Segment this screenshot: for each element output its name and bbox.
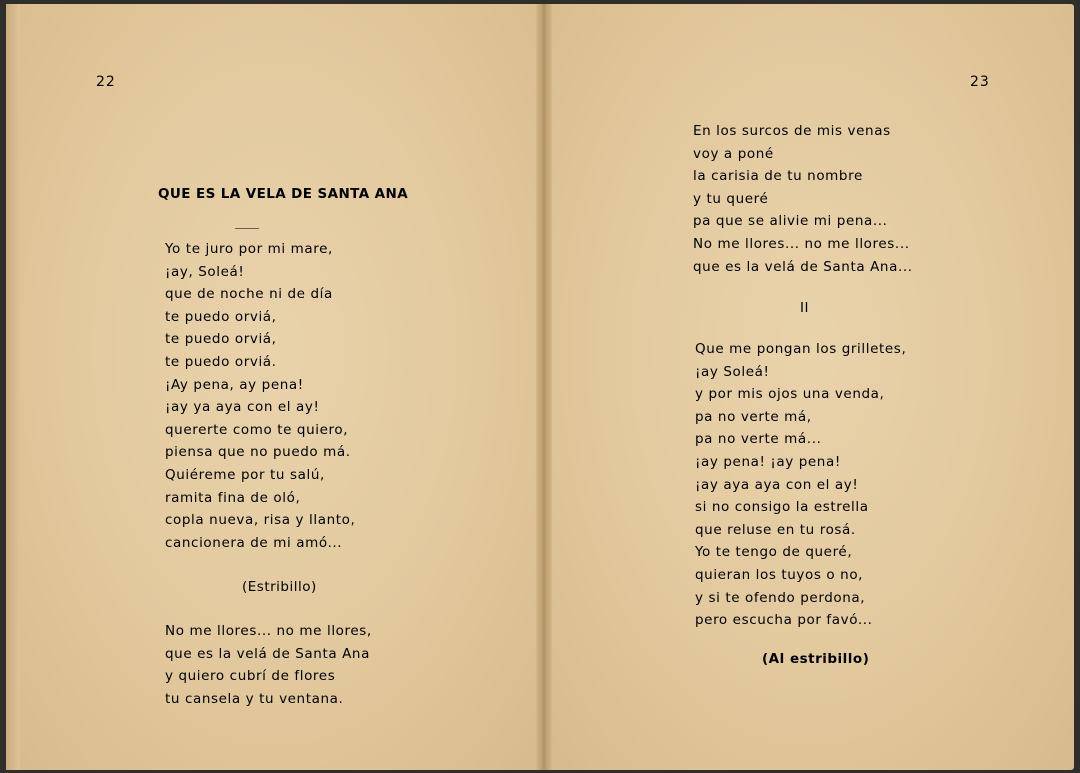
verse-line: la carisia de tu nombre: [693, 168, 863, 185]
verse-line: que de noche ni de día: [165, 286, 333, 303]
verse-line: ¡Ay pena, ay pena!: [165, 376, 304, 393]
stanza-3: [695, 338, 906, 632]
verse-line: quererte como te quiero,: [165, 421, 349, 438]
verse-line: Quiéreme por tu salú,: [165, 466, 325, 483]
poem-title: QUE ES LA VELA DE SANTA ANA: [158, 186, 409, 202]
verse-line: ¡ay Soleá!: [695, 363, 770, 380]
verse-line: No me llores... no me llores,: [165, 623, 372, 639]
verse-line: que es la velá de Santa Ana...: [693, 258, 913, 275]
verse-line: voy a poné: [693, 145, 774, 162]
verse-line: tu cansela y tu ventana.: [165, 690, 344, 707]
verse-line: cancionera de mi amó...: [165, 534, 343, 551]
verse-line: Yo te juro por mi mare,: [165, 241, 333, 257]
verse-line: pa no verte má,: [695, 408, 812, 425]
verse-line: No me llores... no me llores...: [693, 235, 910, 252]
page-number-left: 22: [96, 74, 116, 90]
verse-line: que reluse en tu rosá.: [695, 521, 856, 538]
title-divider: [235, 228, 259, 229]
verse-line: y tu queré: [693, 190, 769, 207]
verse-line: ramita fina de oló,: [165, 489, 301, 506]
verse-line: copla nueva, risa y llanto,: [165, 512, 356, 529]
verse-line: Que me pongan los grilletes,: [695, 341, 907, 357]
verse-line: y por mis ojos una venda,: [695, 386, 885, 403]
stanza-2: [693, 120, 913, 278]
refrain-label: (Estribillo): [242, 579, 317, 595]
refrain: [165, 620, 372, 710]
verse-line: ¡ay, Soleá!: [165, 263, 245, 280]
page-number-right: 23: [970, 74, 990, 90]
verse-line: Yo te tengo de queré,: [695, 544, 853, 561]
verse-line: ¡ay pena! ¡ay pena!: [695, 453, 841, 470]
verse-line: ¡ay aya aya con el ay!: [695, 476, 859, 493]
verse-line: En los surcos de mis venas: [693, 123, 891, 139]
verse-line: te puedo orviá,: [165, 308, 277, 325]
verse-line: piensa que no puedo má.: [165, 444, 351, 461]
verse-line: y si te ofendo perdona,: [695, 589, 866, 606]
book-gutter: [536, 4, 552, 770]
verse-line: ¡ay ya aya con el ay!: [165, 399, 320, 416]
verse-line: y quiero cubrí de flores: [165, 668, 336, 685]
page-edge: [6, 4, 20, 770]
verse-line: que es la velá de Santa Ana: [165, 645, 370, 662]
verse-line: pa que se alivie mi pena...: [693, 213, 888, 230]
verse-line: te puedo orviá,: [165, 331, 277, 348]
stanza-1: [165, 238, 355, 554]
verse-line: quieran los tuyos o no,: [695, 566, 864, 583]
closing-label: (Al estribillo): [762, 651, 870, 667]
verse-line: pero escucha por favó...: [695, 612, 873, 629]
verse-line: si no consigo la estrella: [695, 499, 869, 516]
verse-line: pa no verte má...: [695, 431, 822, 448]
section-numeral: II: [800, 300, 809, 316]
verse-line: te puedo orviá.: [165, 353, 277, 370]
